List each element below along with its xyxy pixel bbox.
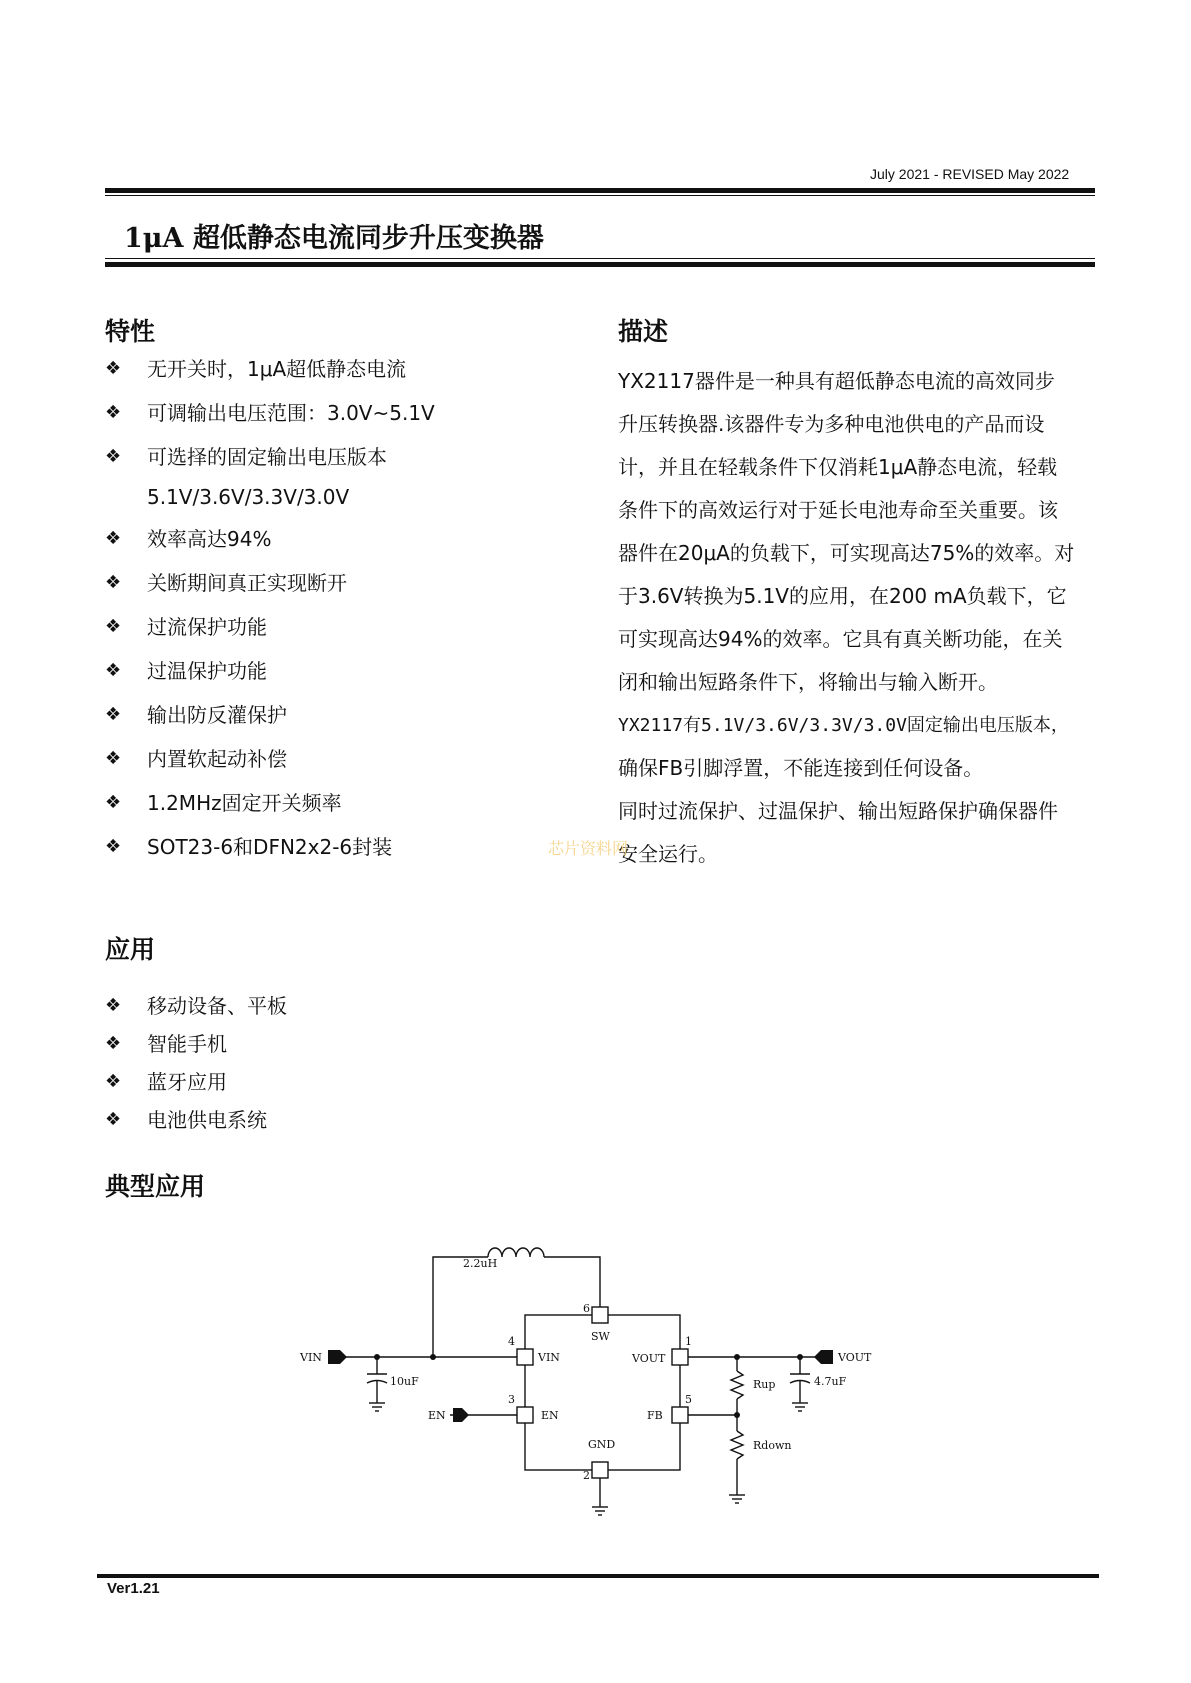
- description-heading: 描述: [618, 317, 669, 346]
- vout-label: VOUT: [838, 1351, 872, 1364]
- pin-vout: [672, 1349, 688, 1365]
- description-line: 器件在20μA的负载下，可实现高达75%的效率。对: [618, 541, 1075, 565]
- pin-number: 2: [583, 1469, 590, 1482]
- cout-label: 4.7uF: [814, 1375, 847, 1388]
- pin-vin-label: VIN: [538, 1351, 560, 1364]
- pin-number: 3: [508, 1393, 515, 1406]
- features-list: [105, 352, 435, 874]
- list-item: ❖ 1.2MHz固定开关频率: [105, 786, 435, 830]
- rup-resistor: [731, 1371, 743, 1399]
- bullet-icon: ❖: [105, 704, 122, 725]
- bullet-icon: ❖: [105, 748, 122, 769]
- applications-list: [105, 990, 287, 1142]
- list-item: ❖ 过流保护功能: [105, 610, 435, 654]
- list-item: ❖ 可选择的固定输出电压版本: [105, 440, 435, 480]
- bullet-icon: ❖: [105, 660, 122, 681]
- bullet-icon: ❖: [105, 572, 122, 593]
- junction-dot: [374, 1354, 380, 1360]
- pin-number: 6: [583, 1302, 590, 1315]
- pin-sw-label: SW: [591, 1330, 610, 1343]
- rup-label: Rup: [753, 1378, 776, 1391]
- bullet-icon: ❖: [105, 792, 122, 813]
- version-label: Ver1.21: [107, 1580, 160, 1597]
- description-line: 于3.6V转换为5.1V的应用，在200 mA负载下，它: [618, 584, 1067, 608]
- list-item: ❖ 电池供电系统: [105, 1104, 287, 1142]
- description-line: 条件下的高效运行对于延长电池寿命至关重要。该: [618, 498, 1058, 522]
- bullet-icon: ❖: [105, 995, 122, 1016]
- description-line: 计，并且在轻载条件下仅消耗1μA静态电流，轻载: [618, 455, 1058, 479]
- applications-heading: 应用: [105, 935, 156, 964]
- junction-dot: [734, 1412, 740, 1418]
- vin-terminal-icon: [328, 1350, 347, 1364]
- description-line: YX2117有5.1V/3.6V/3.3V/3.0V固定输出电压版本，: [618, 715, 1069, 736]
- pin-sw: [592, 1307, 608, 1323]
- header-rule-bottom: [105, 262, 1095, 267]
- description-line: 闭和输出短路条件下，将输出与输入断开。: [618, 670, 998, 694]
- bullet-icon: ❖: [105, 1033, 122, 1054]
- bullet-icon: ❖: [105, 616, 122, 637]
- pin-number: 5: [685, 1393, 692, 1406]
- typical-application-circuit: [290, 1225, 930, 1545]
- list-item: ❖ 无开关时，1μA超低静态电流: [105, 352, 435, 396]
- bullet-icon: ❖: [105, 1109, 122, 1130]
- rdown-label: Rdown: [753, 1439, 792, 1452]
- list-item: ❖ 输出防反灌保护: [105, 698, 435, 742]
- inductor-label: 2.2uH: [463, 1257, 498, 1270]
- document-title: 1μA 超低静态电流同步升压变换器: [124, 223, 544, 254]
- en-terminal-icon: [453, 1408, 469, 1422]
- description-line: YX2117器件是一种具有超低静态电流的高效同步: [618, 369, 1055, 393]
- junction-dot: [430, 1354, 436, 1360]
- description-line: 可实现高达94%的效率。它具有真关断功能，在关: [618, 627, 1063, 651]
- header-rule-bottom-thin: [105, 258, 1095, 259]
- list-item-continuation: 5.1V/3.6V/3.3V/3.0V: [147, 485, 350, 509]
- description-line: 安全运行。: [618, 842, 718, 866]
- footer-rule: [97, 1574, 1099, 1578]
- list-item: ❖ 关断期间真正实现断开: [105, 566, 435, 610]
- en-label: EN: [428, 1409, 446, 1422]
- list-item: ❖ SOT23-6和DFN2x2-6封装: [105, 830, 435, 874]
- pin-vin: [517, 1349, 533, 1365]
- pin-gnd-label: GND: [588, 1438, 616, 1451]
- description-line: 升压转换器.该器件专为多种电池供电的产品而设: [618, 412, 1045, 436]
- description-line: 同时过流保护、过温保护、输出短路保护确保器件: [618, 799, 1058, 823]
- pin-number: 4: [508, 1335, 515, 1348]
- list-item: ❖ 智能手机: [105, 1028, 287, 1066]
- header-rule-top-thin: [105, 195, 1095, 196]
- pin-en: [517, 1407, 533, 1423]
- watermark: 芯片资料网: [548, 839, 629, 858]
- header-rule-top: [105, 188, 1095, 193]
- junction-dot: [734, 1354, 740, 1360]
- bullet-icon: ❖: [105, 402, 122, 423]
- typical-application-heading: 典型应用: [105, 1172, 206, 1201]
- description-line: 确保FB引脚浮置，不能连接到任何设备。: [618, 756, 984, 780]
- inductor-coil: [488, 1248, 544, 1257]
- list-item: ❖ 蓝牙应用: [105, 1066, 287, 1104]
- inductor-wire-left: [433, 1257, 488, 1357]
- description-body: [618, 360, 1074, 876]
- bullet-icon: ❖: [105, 528, 122, 549]
- pin-en-label: EN: [541, 1409, 559, 1422]
- vout-terminal-icon: [814, 1350, 833, 1364]
- pin-fb: [672, 1407, 688, 1423]
- list-item: ❖ 过温保护功能: [105, 654, 435, 698]
- pin-number: 1: [685, 1335, 692, 1348]
- junction-dot: [797, 1354, 803, 1360]
- pin-gnd: [592, 1462, 608, 1478]
- bullet-icon: ❖: [105, 358, 122, 379]
- vin-label: VIN: [300, 1351, 322, 1364]
- list-item: ❖ 可调输出电压范围：3.0V~5.1V: [105, 396, 435, 440]
- features-heading: 特性: [105, 317, 156, 346]
- list-item: ❖ 移动设备、平板: [105, 990, 287, 1028]
- pin-fb-label: FB: [647, 1409, 663, 1422]
- bullet-icon: ❖: [105, 836, 122, 857]
- revision-date: July 2021 - REVISED May 2022: [870, 166, 1070, 182]
- list-item: ❖ 效率高达94%: [105, 522, 435, 566]
- pin-vout-label: VOUT: [632, 1352, 666, 1365]
- cin-label: 10uF: [390, 1375, 419, 1388]
- rdown-resistor: [731, 1431, 743, 1459]
- bullet-icon: ❖: [105, 446, 122, 467]
- list-item: ❖ 内置软起动补偿: [105, 742, 435, 786]
- bullet-icon: ❖: [105, 1071, 122, 1092]
